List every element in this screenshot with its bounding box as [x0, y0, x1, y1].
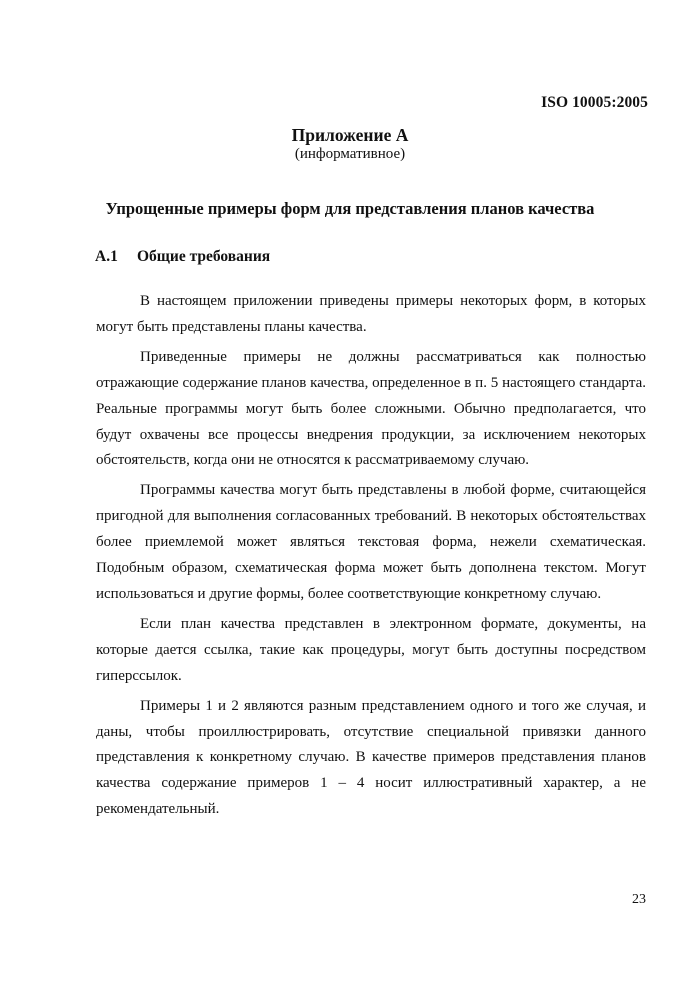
section-heading — [95, 248, 270, 266]
annex-subtitle: (информативное) — [294, 146, 406, 162]
paragraph: Программы качества могут быть представлены в любой форме, считающейся пригодной для выполнения согласованных требований. В некоторых обстоятельствах более приемлемой может являться текстовая форма, нежели схематическая. Подобным образом, схематическая форма может быть дополнена текстом. Могут использоваться и другие формы, более соответствующие конкретному случаю. — [96, 482, 646, 602]
document-heading: Упрощенные примеры форм для представления планов качества — [105, 199, 595, 218]
body-text — [96, 289, 646, 827]
standard-number: ISO 10005:2005 — [541, 94, 648, 111]
paragraph: В настоящем приложении приведены примеры некоторых форм, в которых могут быть представлены планы качества. — [96, 293, 646, 335]
page-number: 23 — [632, 892, 646, 907]
section-number: А.1 — [95, 248, 118, 265]
paragraph: Если план качества представлен в электронном формате, документы, на которые дается ссылка, такие как процедуры, могут быть доступны посредством гиперссылок. — [96, 615, 646, 684]
paragraph: Примеры 1 и 2 являются разным представлением одного и того же случая, и даны, чтобы проиллюстрировать, отсутствие специальной привязки данного представления к конкретному случаю. В качестве примеров представления планов качества содержание примеров 1 – 4 носит иллюстративный характер, а не рекомендательный. — [96, 697, 646, 818]
paragraph: Приведенные примеры не должны рассматриваться как полностью отражающие содержание планов качества, определенное в п. 5 настоящего стандарта. Реальные программы могут быть более сложными. Обычно предполагается, что будут охвачены все процессы внедрения продукции, за исключением некоторых обстоятельств, когда они не относятся к рассматриваемому случаю. — [96, 348, 646, 469]
section-title: Общие требования — [137, 248, 271, 265]
annex-title: Приложение А — [291, 125, 409, 145]
